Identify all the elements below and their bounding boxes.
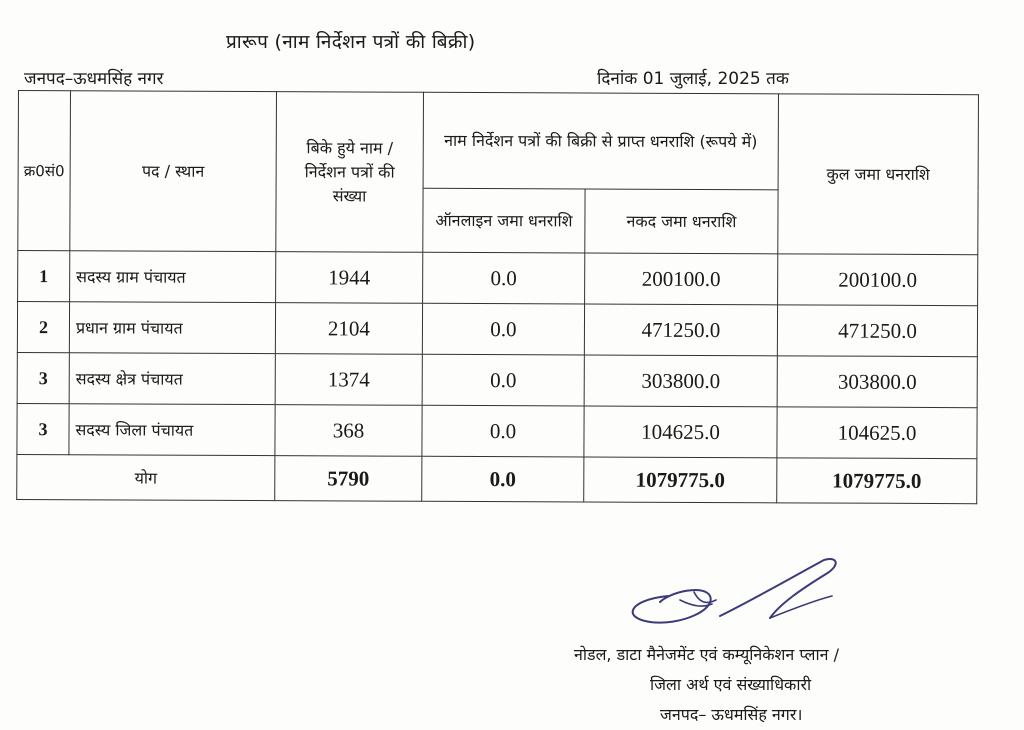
row-cash: 303800.0 (584, 355, 777, 407)
row-count: 1944 (276, 252, 423, 304)
row-post: सदस्य जिला पंचायत (69, 404, 275, 456)
row-count: 1374 (275, 354, 422, 406)
row-online: 0.0 (422, 303, 584, 355)
row-post: सदस्य क्षेत्र पंचायत (69, 353, 275, 405)
totals-online: 0.0 (422, 456, 584, 502)
handwritten-signature (620, 556, 850, 636)
signatory-designation: नोडल, डाटा मैनेजमेंट एवं कम्यूनिकेशन प्लान / (574, 645, 839, 664)
row-total: 200100.0 (778, 254, 978, 306)
row-online: 0.0 (423, 252, 585, 304)
signatory-office: जिला अर्थ एवं संख्याधिकारी (650, 675, 812, 694)
header-total: कुल जमा धनराशि (778, 94, 979, 255)
table-row (17, 302, 977, 357)
row-count: 2104 (275, 303, 422, 355)
table-row (18, 251, 978, 306)
row-serial: 3 (17, 403, 69, 454)
date-label: दिनांक 01 जुलाई, 2025 तक (597, 69, 789, 89)
row-online: 0.0 (422, 354, 584, 406)
row-post: सदस्य ग्राम पंचायत (70, 251, 276, 303)
table-row (17, 403, 977, 458)
totals-row (17, 454, 977, 503)
row-cash: 471250.0 (584, 304, 777, 356)
signature-block (574, 640, 954, 730)
row-post: प्रधान ग्राम पंचायत (69, 302, 275, 354)
header-cash: नकद जमा धनराशि (585, 189, 778, 254)
header-serial: क्र0सं0 (18, 91, 71, 251)
row-serial: 1 (18, 251, 70, 302)
nomination-sales-table (16, 90, 979, 504)
totals-cash: 1079775.0 (584, 457, 777, 503)
row-count: 368 (275, 405, 422, 457)
header-amount-group: नाम निर्देशन पत्रों की बिक्री से प्राप्त धनराशि (रूपये में) (423, 92, 778, 190)
row-total: 104625.0 (777, 407, 977, 459)
row-total: 471250.0 (777, 305, 977, 357)
row-serial: 3 (17, 352, 69, 403)
district-label: जनपद–ऊधमसिंह नगर (24, 69, 164, 89)
table-row (17, 352, 977, 407)
totals-total: 1079775.0 (777, 458, 977, 504)
row-total: 303800.0 (777, 356, 977, 408)
totals-count: 5790 (275, 456, 422, 502)
signatory-district: जनपद– ऊधमसिंह नगर। (660, 705, 803, 724)
totals-label: योग (17, 454, 275, 500)
document-title: प्रारूप (नाम निर्देशन पत्रों की बिक्री) (226, 31, 476, 53)
row-serial: 2 (17, 302, 69, 353)
header-online: ऑनलाइन जमा धनराशि (423, 188, 585, 253)
header-count: बिके हुये नाम / निर्देशन पत्रों की संख्या (276, 92, 424, 253)
row-online: 0.0 (422, 405, 584, 457)
row-cash: 200100.0 (585, 253, 778, 305)
row-cash: 104625.0 (584, 406, 777, 458)
header-post: पद / स्थान (70, 91, 277, 252)
